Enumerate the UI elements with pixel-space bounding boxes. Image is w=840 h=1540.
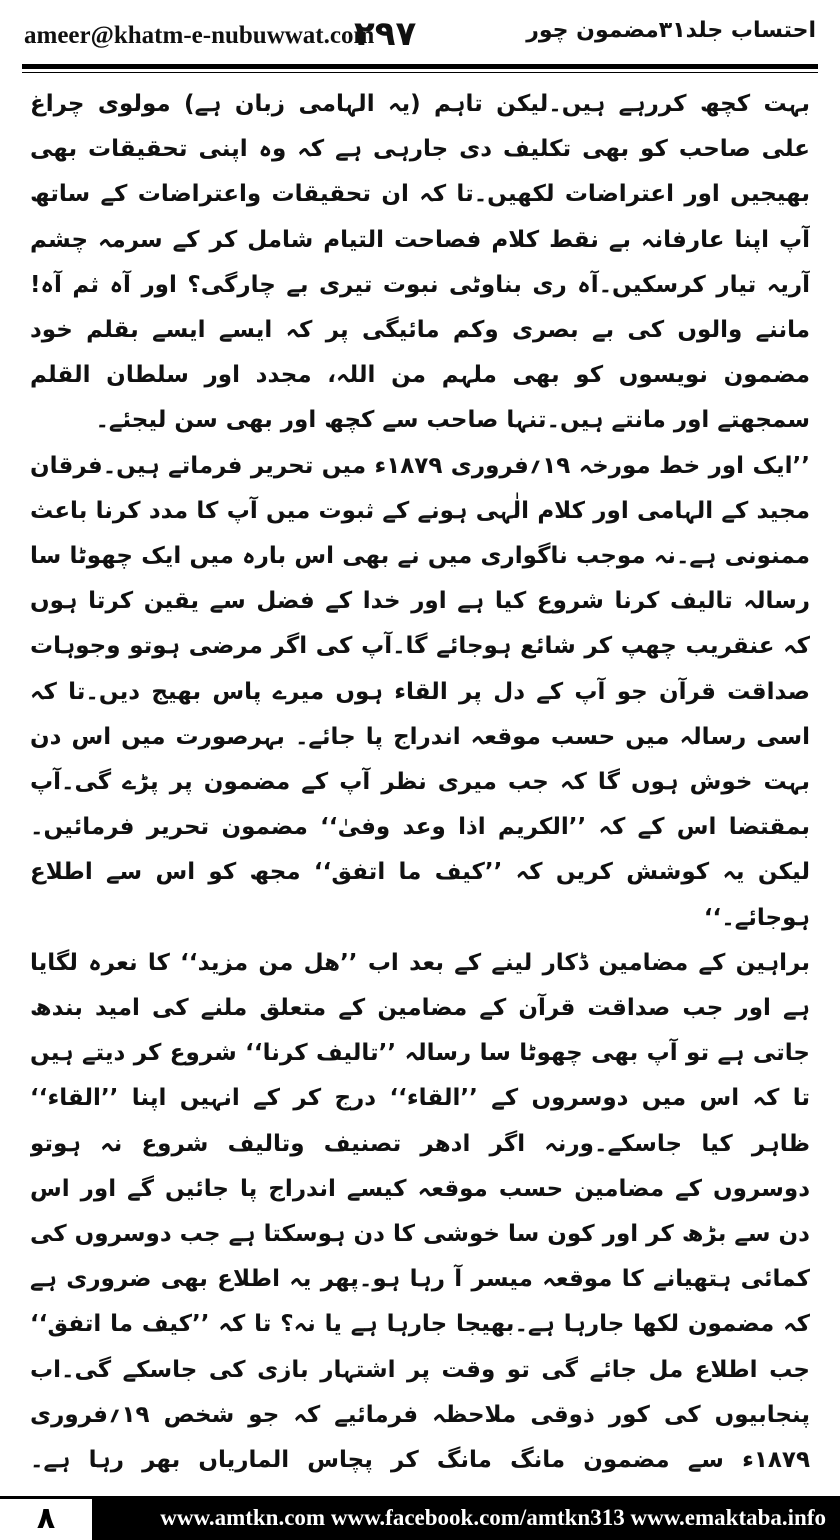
paragraph-1: بہت کچھ کررہے ہیں۔لیکن تاہم (یہ الہامی زبان ہے) مولوی چراغ علی صاحب کو بھی تکلیف دی جارہی ہے کہ وہ اپنی تحقیقات بھی بھیجیں اور اعتراضات لکھیں۔تا کہ ان تحقیقات واعتراضات کے ساتھ آپ اپنا عارفانہ بے نقط کلام فصاحت التیام شامل کر کے سرمہ چشم آریہ تیار کرسکیں۔آہ ری بناوٹی نبوت تیری بے چارگی؟ اور آہ ثم آہ! ماننے والوں کی بے بصری وکم مائیگی پر کہ ایسے ایسے بقلم خود مضمون نویسوں کو بھی ملہم من اللہ، مجدد اور سلطان القلم سمجھتے اور مانتے ہیں۔تنہا صاحب سے کچھ اور بھی سن لیجئے۔ xyxy=(30,91,810,434)
paragraph-2: ’’ایک اور خط مورخہ ۱۹؍فروری ۱۸۷۹ء میں تحریر فرماتے ہیں۔فرقان مجید کے الہامی اور کلام الٰہی ہونے کے ثبوت میں آپ کا مدد کرنا باعث ممنونی ہے۔نہ موجب ناگواری میں نے بھی اس بارہ میں ایک چھوٹا سا رسالہ تالیف کرنا شروع کیا ہے اور خدا کے فضل سے یقین کرتا ہوں کہ عنقریب چھپ کر شائع ہوجائے گا۔آپ کی اگر مرضی ہوتو وجوہات صداقت قرآن جو آپ کے دل پر القاء ہوں میرے پاس بھیج دیں۔تا کہ اسی رسالہ میں حسب موقعہ اندراج پا جائے۔ بہرصورت میں اس دن بہت خوش ہوں گا کہ جب میری نظر آپ کے مضمون پر پڑے گی۔آپ بمقتضا اس کے کہ ’’الکریم اذا وعد وفیٰ‘‘ مضمون تحریر فرمائیں۔لیکن یہ کوشش کریں کہ ’’کیف ما اتفق‘‘ مجھ کو اس سے اطلاع ہوجائے۔‘‘ xyxy=(30,452,810,931)
page-header xyxy=(24,12,816,64)
footer-links[interactable]: www.amtkn.com www.facebook.com/amtkn313 www.emaktaba.info xyxy=(160,1505,826,1530)
header-rule-thin xyxy=(22,72,818,73)
header-title: احتساب جلد۳۱مضمون چور xyxy=(526,18,816,43)
header-rule-thick xyxy=(22,64,818,69)
footer-page-number: ۸ xyxy=(0,1496,92,1540)
paragraph-3: براہین کے مضامین ڈکار لینے کے بعد اب ’’ھل من مزید‘‘ کا نعرہ لگایا ہے اور جب صداقت قرآن کے مضامین کے متعلق ملنے کی امید بندھ جاتی ہے تو آپ بھی چھوٹا سا رسالہ ’’تالیف کرنا‘‘ شروع کر دیتے ہیں تا کہ اس میں دوسروں کے ’’القاء‘‘ درج کر کے انہیں اپنا ’’القاء‘‘ ظاہر کیا جاسکے۔ورنہ اگر ادھر تصنیف وتالیف شروع نہ ہوتو دوسروں کے مضامین حسب موقعہ کیسے اندراج پا جائیں گے اور اس دن سے بڑھ کر اور کون سا خوشی کا دن ہوسکتا ہے جب دوسروں کی کمائی ہتھیانے کا موقعہ میسر آ رہا ہو۔پھر یہ اطلاع بھی ضروری ہے کہ مضمون لکھا جارہا ہے۔بھیجا جارہا ہے یا نہ؟ تا کہ ’’کیف ما اتفق‘‘ جب اطلاع مل جائے گی تو وقت پر اشتہار بازی کی جاسکے گی۔اب پنجابیوں کی کور ذوقی ملاحظہ فرمائیے کہ جو شخص ۱۹؍فروری ۱۸۷۹ء سے مضمون مانگ مانگ کر پچاس الماریاں بھر رہا ہے۔ xyxy=(30,949,810,1474)
header-email: ameer@khatm-e-nubuwwat.com xyxy=(24,22,375,49)
header-page-number: ۲۹۷ xyxy=(354,14,417,54)
footer-bar xyxy=(0,1496,840,1540)
body-text xyxy=(30,82,810,1492)
